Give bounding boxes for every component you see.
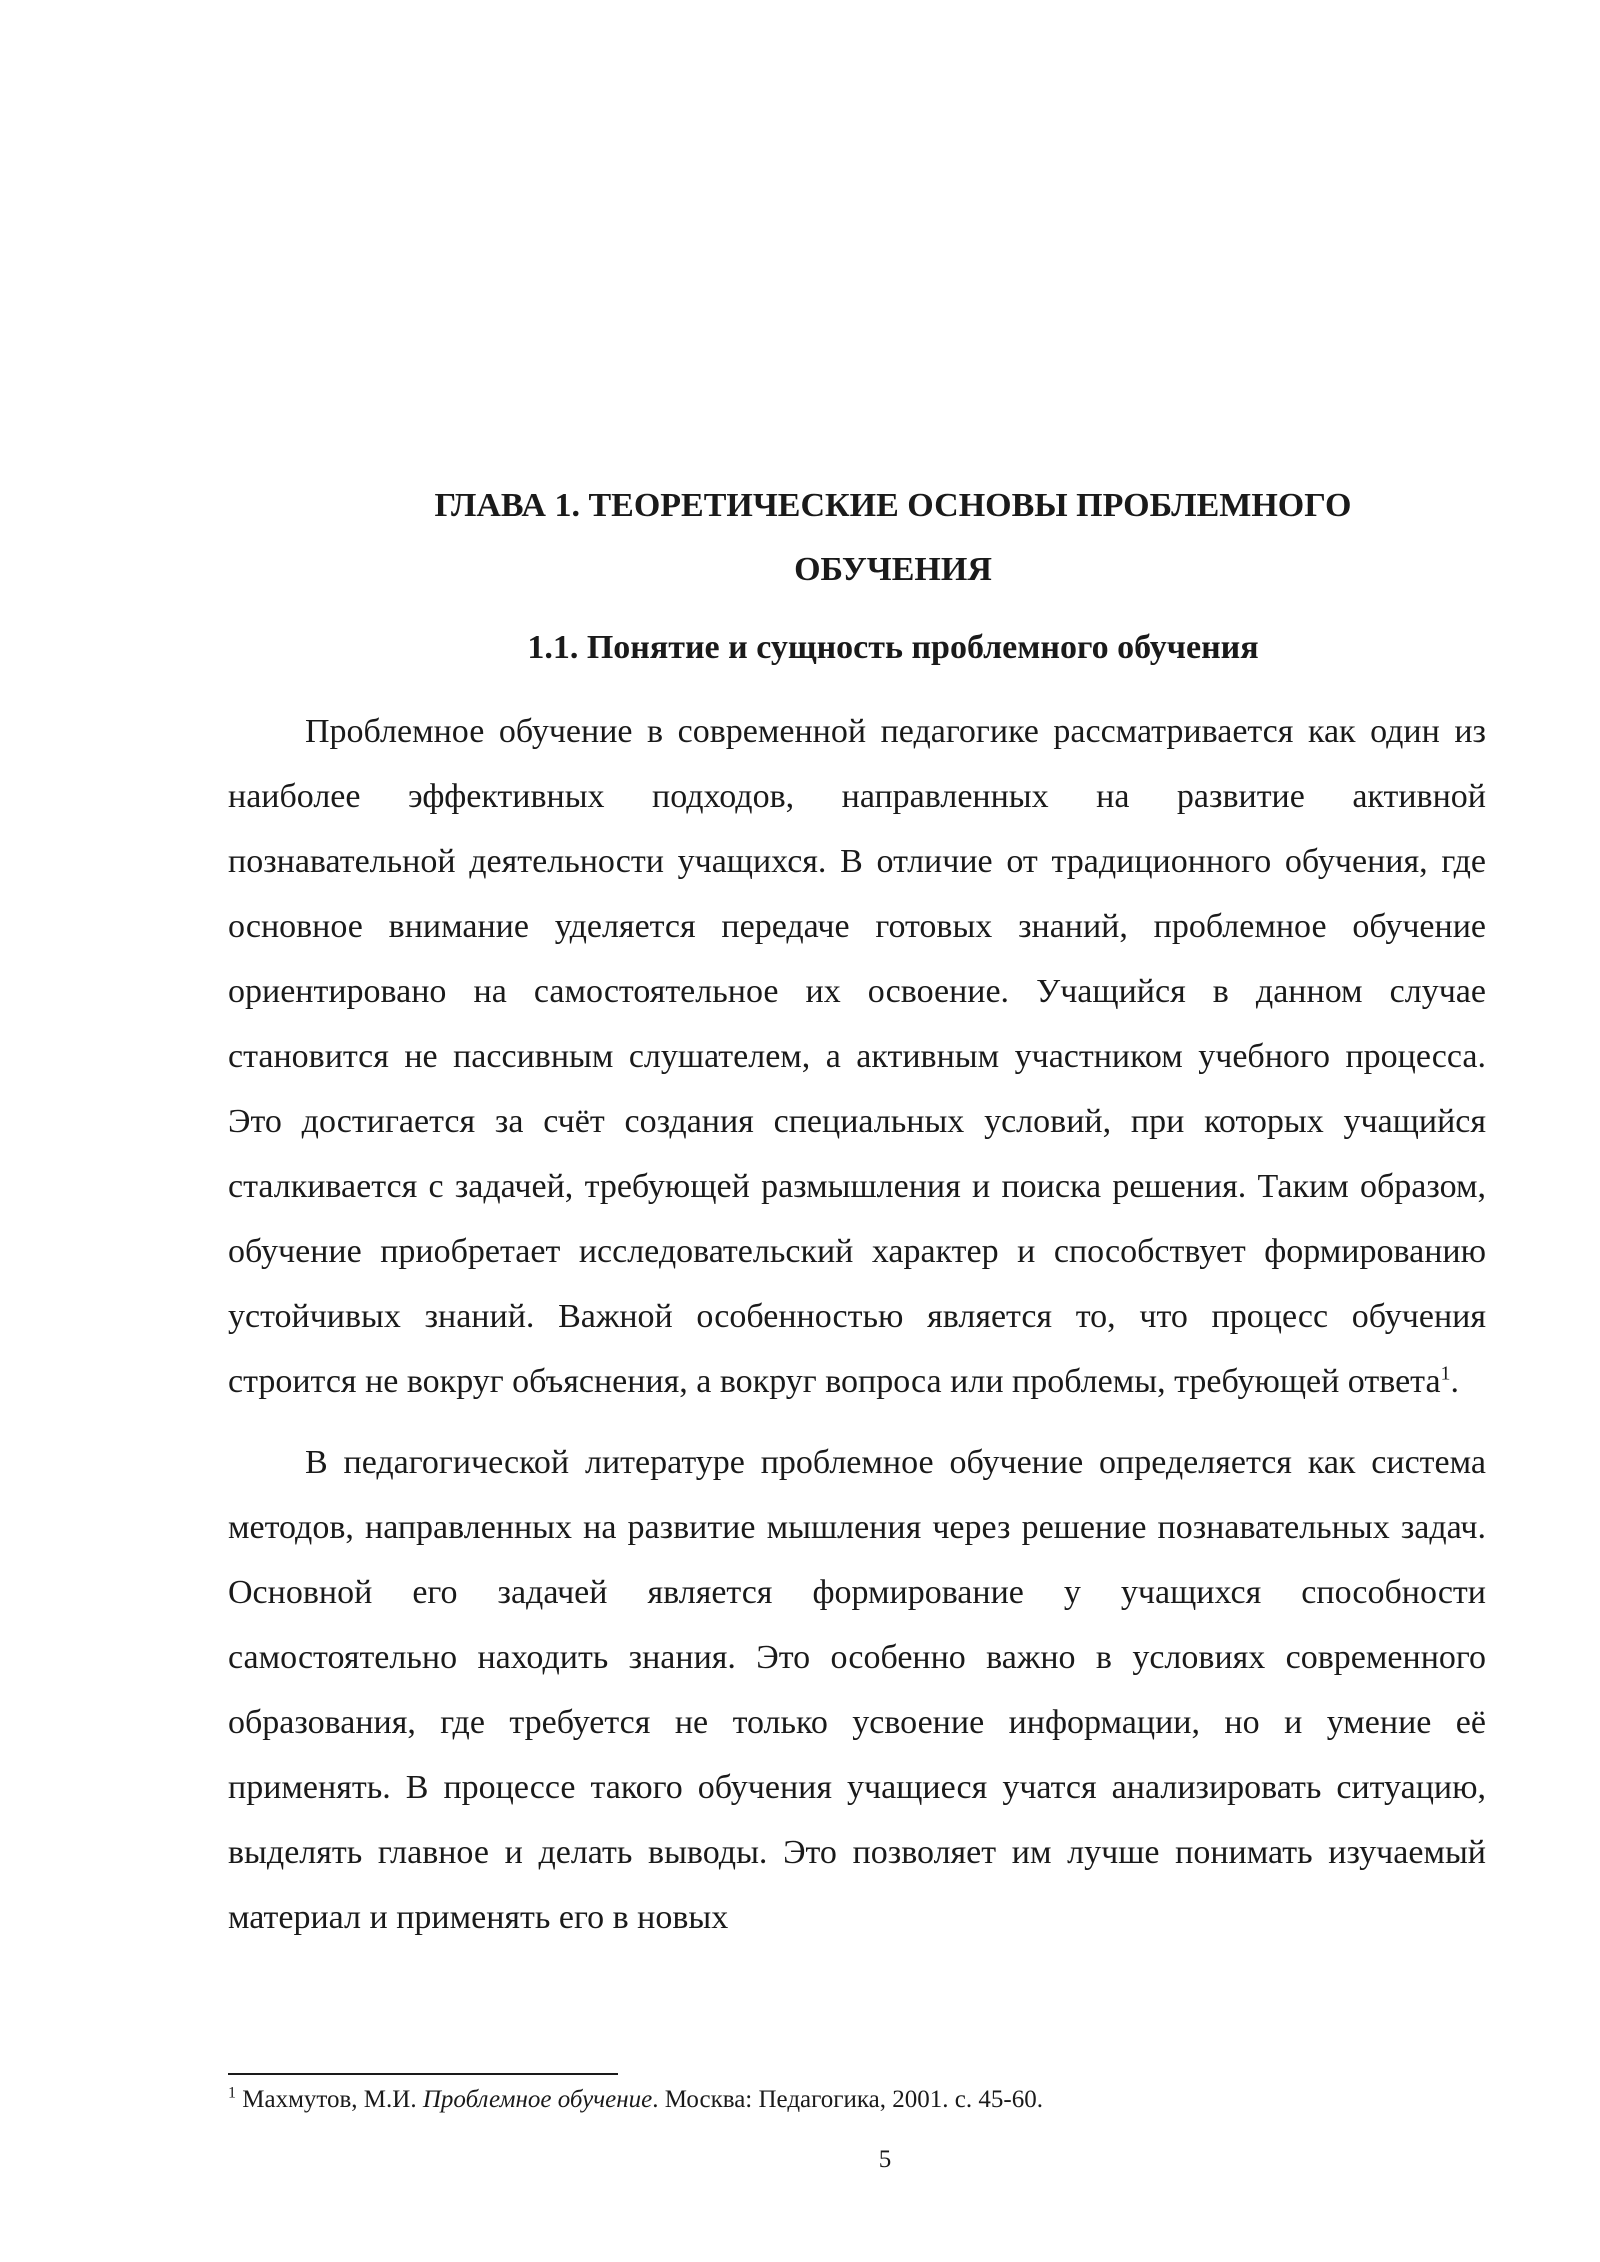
footnote: [228, 2082, 1486, 2118]
section-title: 1.1. Понятие и сущность проблемного обучения: [527, 629, 1259, 666]
footnote-publication: . Москва: Педагогика, 2001. с. 45-60.: [652, 2086, 1043, 2113]
paragraph-2: В педагогической литературе проблемное обучение определяется как система методов, направленных на развитие мышления через решение познавательных задач. Основной его задачей является формирование у учащихся способности самостоятельно находить знания. Это особенно важно в условиях современного образования, где требуется не только усвоение информации, но и умение её применять. В процессе такого обучения учащиеся учатся анализировать ситуацию, выделять главное и делать выводы. Это позволяет им лучше понимать изучаемый материал и применять его в новых: [228, 1444, 1486, 1936]
footnote-reference[interactable]: 1: [1440, 1362, 1451, 1385]
footnote-author: Махмутов, М.И.: [242, 2086, 417, 2113]
footnote-number: 1: [228, 2084, 236, 2102]
footnote-work-title: Проблемное обучение: [422, 2086, 653, 2113]
footnote-separator: [228, 2073, 618, 2075]
page-number: 5: [878, 2146, 892, 2173]
paragraph-1: [228, 699, 1486, 1414]
paragraph-1-end: .: [1450, 1363, 1460, 1400]
body-text: [228, 699, 1486, 1950]
chapter-title-line-2: ОБУЧЕНИЯ: [794, 551, 992, 588]
paragraph-1-text: Проблемное обучение в современной педагогике рассматривается как один из наиболее эффективных подходов, направленных на развитие активной познавательной деятельности учащихся. В отличие от традиционного обучения, где основное внимание уделяется передаче готовых знаний, проблемное обучение ориентировано на самостоятельное их освоение. Учащийся в данном случае становится не пассивным слушателем, а активным участником учебного процесса. Это достигается за счёт создания специальных условий, при которых учащийся сталкивается с задачей, требующей размышления и поиска решения. Таким образом, обучение приобретает исследовательский характер и способствует формированию устойчивых знаний. Важной особенностью является то, что процесс обучения строится не вокруг объяснения, а вокруг вопроса или проблемы, требующей ответа: [228, 713, 1486, 1400]
chapter-title: [228, 474, 1558, 602]
chapter-title-line-1: ГЛАВА 1. ТЕОРЕТИЧЕСКИЕ ОСНОВЫ ПРОБЛЕМНОГО: [434, 487, 1352, 524]
